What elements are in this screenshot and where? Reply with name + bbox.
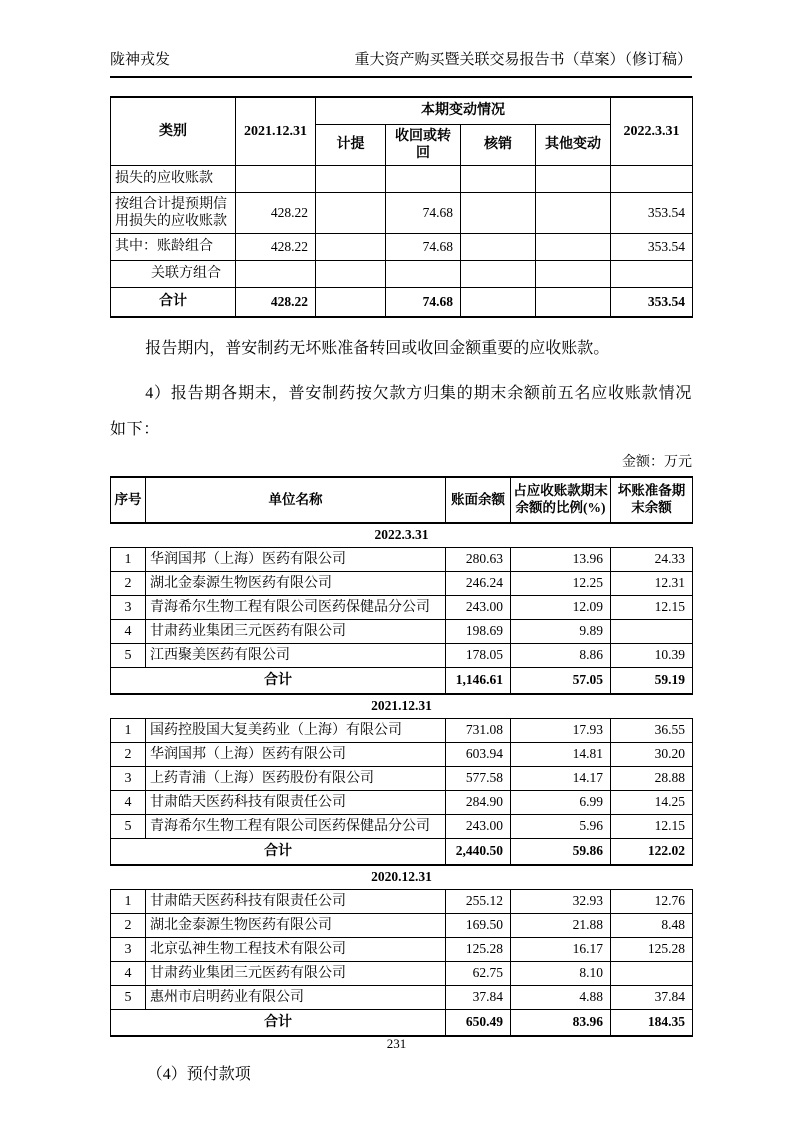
table-row [111, 234, 693, 261]
provision-cell: 125.28 [611, 938, 693, 962]
total-label: 合计 [111, 1010, 446, 1037]
accrue-cell [316, 288, 386, 318]
table-row [111, 644, 693, 668]
company-name-cell: 青海希尔生物工程有限公司医药保健品分公司 [146, 815, 446, 839]
section-date: 2020.12.31 [111, 865, 693, 890]
section-date-row [111, 523, 693, 548]
provision-cell: 8.48 [611, 914, 693, 938]
index-cell: 2 [111, 572, 146, 596]
current-cell: 353.54 [611, 234, 693, 261]
total-label: 合计 [111, 668, 446, 695]
section-date: 2021.12.31 [111, 694, 693, 719]
company-name-cell: 甘肃皓天医药科技有限责任公司 [146, 791, 446, 815]
current-cell: 353.54 [611, 288, 693, 318]
col-write-off: 核销 [461, 125, 536, 166]
balance-cell: 731.08 [446, 719, 511, 743]
category-cell: 损失的应收账款 [111, 166, 236, 193]
index-cell: 5 [111, 815, 146, 839]
table-row [111, 193, 693, 234]
total-label: 合计 [111, 288, 236, 318]
provision-cell [611, 620, 693, 644]
ratio-cell: 9.89 [511, 620, 611, 644]
prior-cell: 428.22 [236, 193, 316, 234]
section-date: 2022.3.31 [111, 523, 693, 548]
index-cell: 2 [111, 914, 146, 938]
balance-cell: 246.24 [446, 572, 511, 596]
ratio-cell: 12.09 [511, 596, 611, 620]
total-row [111, 288, 693, 318]
company-name-cell: 湖北金泰源生物医药有限公司 [146, 572, 446, 596]
ratio-cell: 32.93 [511, 890, 611, 914]
table-row [111, 572, 693, 596]
provision-cell: 30.20 [611, 743, 693, 767]
company-name-cell: 北京弘神生物工程技术有限公司 [146, 938, 446, 962]
write-off-cell [461, 166, 536, 193]
header-company-name: 陇神戎发 [110, 52, 171, 68]
index-cell: 5 [111, 986, 146, 1010]
table-row [111, 743, 693, 767]
page-header [110, 0, 692, 78]
category-cell: 关联方组合 [111, 261, 236, 288]
balance-cell: 603.94 [446, 743, 511, 767]
table-row [111, 719, 693, 743]
table-row [111, 938, 693, 962]
section-date-row [111, 694, 693, 719]
paragraph-no-reversal: 报告期内，普安制药无坏账准备转回或收回金额重要的应收账款。 [145, 340, 610, 357]
ratio-cell: 17.93 [511, 719, 611, 743]
table-row [111, 548, 693, 572]
balance-cell: 284.90 [446, 791, 511, 815]
company-name-cell: 甘肃皓天医药科技有限责任公司 [146, 890, 446, 914]
footer-page-number: 231 [386, 1036, 407, 1051]
balance-cell: 577.58 [446, 767, 511, 791]
category-cell: 按组合计提预期信用损失的应收账款 [111, 193, 236, 234]
write-off-cell [461, 234, 536, 261]
provision-cell: 28.88 [611, 767, 693, 791]
table-row [111, 815, 693, 839]
provision-cell: 24.33 [611, 548, 693, 572]
balance-total-cell: 2,440.50 [446, 839, 511, 866]
balance-cell: 125.28 [446, 938, 511, 962]
write-off-cell [461, 193, 536, 234]
col-current-date: 2022.3.31 [611, 97, 693, 166]
header-report-title: 重大资产购买暨关联交易报告书（草案）（修订稿） [354, 52, 692, 68]
balance-cell: 37.84 [446, 986, 511, 1010]
provision-cell: 10.39 [611, 644, 693, 668]
company-name-cell: 甘肃药业集团三元医药有限公司 [146, 962, 446, 986]
company-name-cell: 华润国邦（上海）医药有限公司 [146, 743, 446, 767]
index-cell: 3 [111, 938, 146, 962]
company-name-cell: 惠州市启明药业有限公司 [146, 986, 446, 1010]
col-change-group: 本期变动情况 [316, 97, 611, 125]
provision-total-cell: 59.19 [611, 668, 693, 695]
section-date-row [111, 865, 693, 890]
ratio-cell: 4.88 [511, 986, 611, 1010]
ratio-cell: 21.88 [511, 914, 611, 938]
table-row [111, 890, 693, 914]
accrue-cell [316, 193, 386, 234]
index-cell: 4 [111, 791, 146, 815]
col-company-name: 单位名称 [146, 477, 446, 523]
table-row [111, 261, 693, 288]
total-label: 合计 [111, 839, 446, 866]
ratio-cell: 6.99 [511, 791, 611, 815]
company-name-cell: 湖北金泰源生物医药有限公司 [146, 914, 446, 938]
recover-cell: 74.68 [386, 193, 461, 234]
balance-total-cell: 650.49 [446, 1010, 511, 1037]
recover-cell: 74.68 [386, 288, 461, 318]
company-name-cell: 江西聚美医药有限公司 [146, 644, 446, 668]
table-row [111, 596, 693, 620]
balance-cell: 198.69 [446, 620, 511, 644]
table-row [111, 986, 693, 1010]
paragraph-top-five-intro: 4）报告期各期末，普安制药按欠款方归集的期末余额前五名应收账款情况如下： [110, 385, 692, 438]
ratio-cell: 14.17 [511, 767, 611, 791]
ratio-total-cell: 57.05 [511, 668, 611, 695]
write-off-cell [461, 288, 536, 318]
prior-cell: 428.22 [236, 288, 316, 318]
provision-cell [611, 962, 693, 986]
col-balance: 账面余额 [446, 477, 511, 523]
accrue-cell [316, 166, 386, 193]
index-cell: 2 [111, 743, 146, 767]
balance-cell: 255.12 [446, 890, 511, 914]
ratio-cell: 12.25 [511, 572, 611, 596]
provision-cell: 37.84 [611, 986, 693, 1010]
index-cell: 1 [111, 548, 146, 572]
write-off-cell [461, 261, 536, 288]
recover-cell [386, 166, 461, 193]
company-name-cell: 青海希尔生物工程有限公司医药保健品分公司 [146, 596, 446, 620]
col-recover: 收回或转回 [386, 125, 461, 166]
accrue-cell [316, 234, 386, 261]
table-row [111, 914, 693, 938]
ratio-cell: 13.96 [511, 548, 611, 572]
provision-cell: 12.15 [611, 596, 693, 620]
ratio-cell: 16.17 [511, 938, 611, 962]
current-cell: 353.54 [611, 193, 693, 234]
index-cell: 1 [111, 890, 146, 914]
amount-unit-note: 金额：万元 [622, 455, 692, 470]
other-cell [536, 193, 611, 234]
total-row [111, 839, 693, 866]
balance-total-cell: 1,146.61 [446, 668, 511, 695]
index-cell: 3 [111, 767, 146, 791]
recover-cell: 74.68 [386, 234, 461, 261]
col-index: 序号 [111, 477, 146, 523]
col-other: 其他变动 [536, 125, 611, 166]
provision-movement-table [110, 96, 693, 318]
table-row [111, 166, 693, 193]
col-prior-date: 2021.12.31 [236, 97, 316, 166]
table-header-row [111, 477, 693, 523]
table-header-row [111, 97, 693, 125]
paragraph-prepayments-heading: （4）预付款项 [146, 1066, 251, 1083]
ratio-cell: 5.96 [511, 815, 611, 839]
provision-cell: 12.31 [611, 572, 693, 596]
balance-cell: 169.50 [446, 914, 511, 938]
provision-total-cell: 184.35 [611, 1010, 693, 1037]
company-name-cell: 华润国邦（上海）医药有限公司 [146, 548, 446, 572]
ratio-total-cell: 83.96 [511, 1010, 611, 1037]
balance-cell: 243.00 [446, 815, 511, 839]
other-cell [536, 261, 611, 288]
index-cell: 4 [111, 620, 146, 644]
total-row [111, 1010, 693, 1037]
provision-total-cell: 122.02 [611, 839, 693, 866]
ratio-cell: 14.81 [511, 743, 611, 767]
company-name-cell: 甘肃药业集团三元医药有限公司 [146, 620, 446, 644]
index-cell: 5 [111, 644, 146, 668]
other-cell [536, 234, 611, 261]
prior-cell: 428.22 [236, 234, 316, 261]
table-row [111, 962, 693, 986]
other-cell [536, 288, 611, 318]
col-provision: 坏账准备期末余额 [611, 477, 693, 523]
balance-cell: 280.63 [446, 548, 511, 572]
table-row [111, 767, 693, 791]
col-accrue: 计提 [316, 125, 386, 166]
col-category: 类别 [111, 97, 236, 166]
index-cell: 4 [111, 962, 146, 986]
provision-cell: 14.25 [611, 791, 693, 815]
prior-cell [236, 166, 316, 193]
index-cell: 1 [111, 719, 146, 743]
provision-cell: 12.15 [611, 815, 693, 839]
ratio-cell: 8.86 [511, 644, 611, 668]
prior-cell [236, 261, 316, 288]
total-row [111, 668, 693, 695]
table-row [111, 791, 693, 815]
page-content [110, 0, 692, 1087]
current-cell [611, 261, 693, 288]
balance-cell: 62.75 [446, 962, 511, 986]
ratio-total-cell: 59.86 [511, 839, 611, 866]
accrue-cell [316, 261, 386, 288]
index-cell: 3 [111, 596, 146, 620]
recover-cell [386, 261, 461, 288]
balance-cell: 243.00 [446, 596, 511, 620]
col-ratio: 占应收账款期末余额的比例(%) [511, 477, 611, 523]
top-receivables-table [110, 476, 693, 1037]
category-cell: 其中：账龄组合 [111, 234, 236, 261]
company-name-cell: 国药控股国大复美药业（上海）有限公司 [146, 719, 446, 743]
company-name-cell: 上药青浦（上海）医药股份有限公司 [146, 767, 446, 791]
other-cell [536, 166, 611, 193]
ratio-cell: 8.10 [511, 962, 611, 986]
provision-cell: 36.55 [611, 719, 693, 743]
current-cell [611, 166, 693, 193]
provision-cell: 12.76 [611, 890, 693, 914]
balance-cell: 178.05 [446, 644, 511, 668]
table-row [111, 620, 693, 644]
